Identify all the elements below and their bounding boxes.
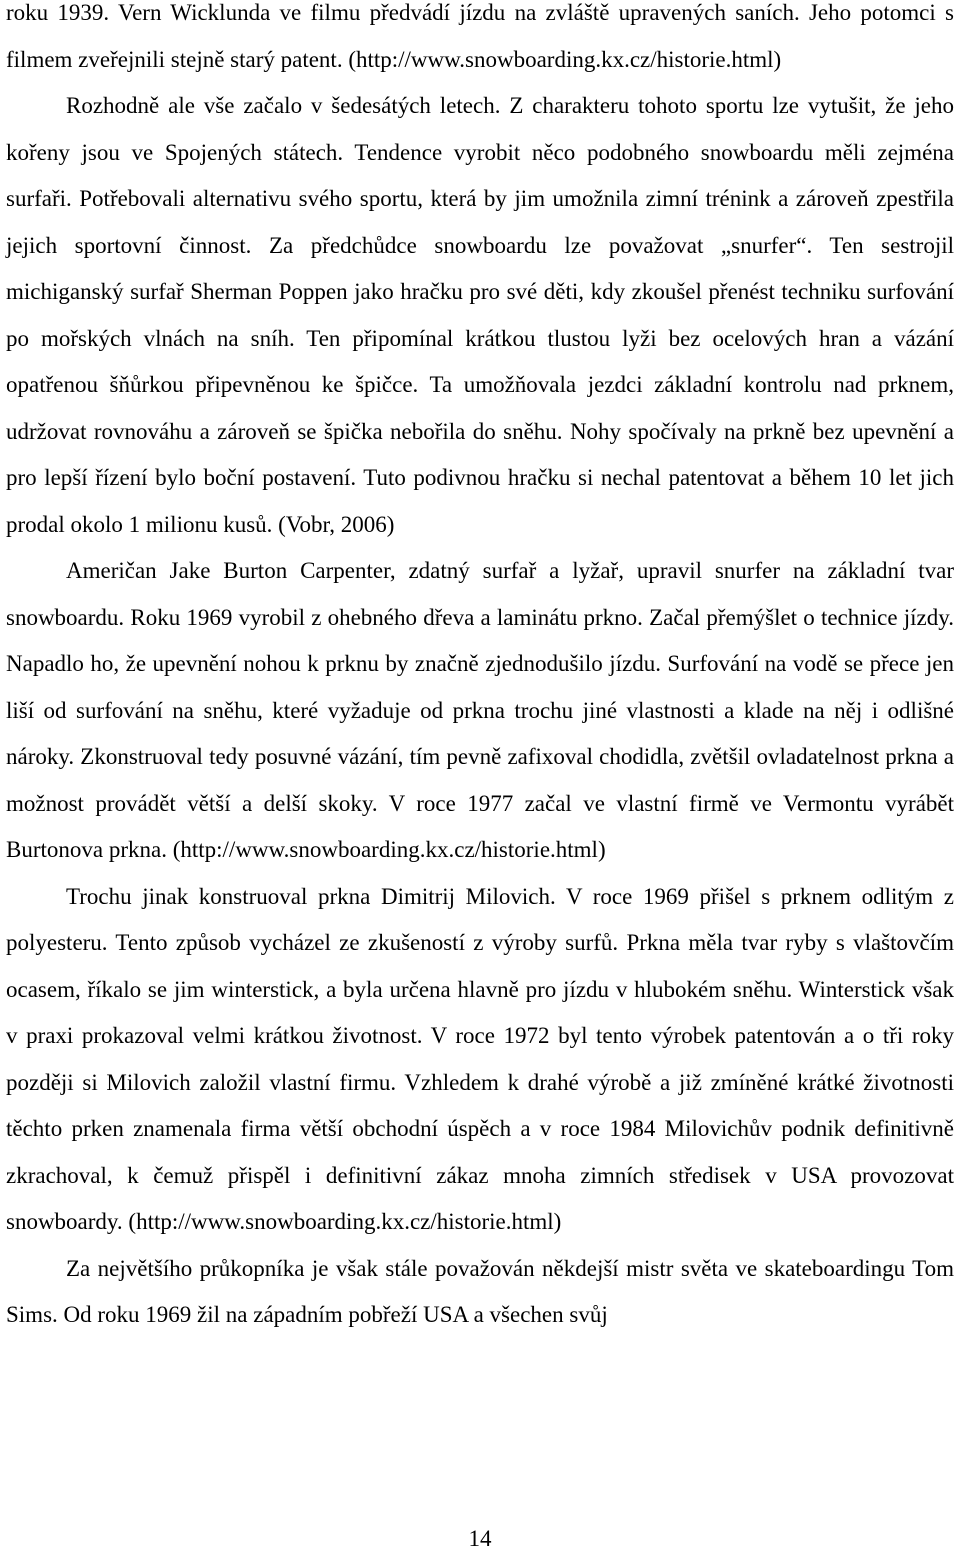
paragraph-3: Američan Jake Burton Carpenter, zdatný surfař a lyžař, upravil snurfer na základní tvar snowboardu. Roku 1969 vyrobil z ohebného dřeva a laminátu prkno. Začal přemýšlet o technice jízdy. Napadlo ho, že upevnění nohou k prknu by značně zjednodušilo jízdu. Surfování na vodě se přece jen liší od surfování na sněhu, které vyžaduje od prkna trochu jiné vlastnosti a klade na něj i odlišné nároky. Zkonstruoval tedy posuvné vázání, tím pevně zafixoval chodidla, zvětšil ovladatelnost prkna a možnost provádět větší a delší skoky. V roce 1977 začal ve vlastní firmě ve Vermontu vyrábět Burtonova prkna. (http://www.snowboarding.kx.cz/historie.html) <box>6 558 954 862</box>
paragraph-1: roku 1939. Vern Wicklunda ve filmu předvádí jízdu na zvláště upravených saních. Jeho potomci s filmem zveřejnili stejně starý patent. (http://www.snowboarding.kx.cz/historie.html) <box>6 0 954 72</box>
page-number: 14 <box>468 1526 492 1551</box>
paragraph-2: Rozhodně ale vše začalo v šedesátých letech. Z charakteru tohoto sportu lze vytušit, že jeho kořeny jsou ve Spojených státech. Tendence vyrobit něco podobného snowboardu měli zejména surfaři. Potřebovali alternativu svého sportu, která by jim umožnila zimní trénink a zároveň zpestřila jejich sportovní činnost. Za předchůdce snowboardu lze považovat „snurfer“. Ten sestrojil michiganský surfař Sherman Poppen jako hračku pro své děti, kdy zkoušel přenést techniku surfování po mořských vlnách na sníh. Ten připomínal krátkou tlustou lyži bez ocelových hran a vázání opatřenou šňůrkou připevněnou ke špičce. Ta umožňovala jezdci základní kontrolu nad prknem, udržovat rovnováhu a zároveň se špička nebořila do sněhu. Nohy spočívaly na prkně bez upevnění a pro lepší řízení bylo boční postavení. Tuto podivnou hračku si nechal patentovat a během 10 let jich prodal okolo 1 milionu kusů. (Vobr, 2006) <box>6 93 954 537</box>
paragraph-4: Trochu jinak konstruoval prkna Dimitrij Milovich. V roce 1969 přišel s prknem odlitým z polyesteru. Tento způsob vycházel ze zkušeností z výroby surfů. Prkna měla tvar ryby s vlaštovčím ocasem, říkalo se jim winterstick, a byla určena hlavně pro jízdu v hlubokém sněhu. Winterstick však v praxi prokazoval velmi krátkou životnost. V roce 1972 byl tento výrobek patentován a o tři roky později si Milovich založil vlastní firmu. Vzhledem k drahé výrobě a již zmíněné krátké životnosti těchto prken znamenala firma větší obchodní úspěch a v roce 1984 Milovichův podnik definitivně zkrachoval, k čemuž přispěl i definitivní zákaz mnoha zimních středisek v USA provozovat snowboardy. (http://www.snowboarding.kx.cz/historie.html) <box>6 883 954 1234</box>
paragraph-5: Za největšího průkopníka je však stále považován někdejší mistr světa ve skateboardingu Tom Sims. Od roku 1969 žil na západním pobřeží USA a všechen svůj <box>6 1255 954 1327</box>
body-text <box>6 0 954 1339</box>
